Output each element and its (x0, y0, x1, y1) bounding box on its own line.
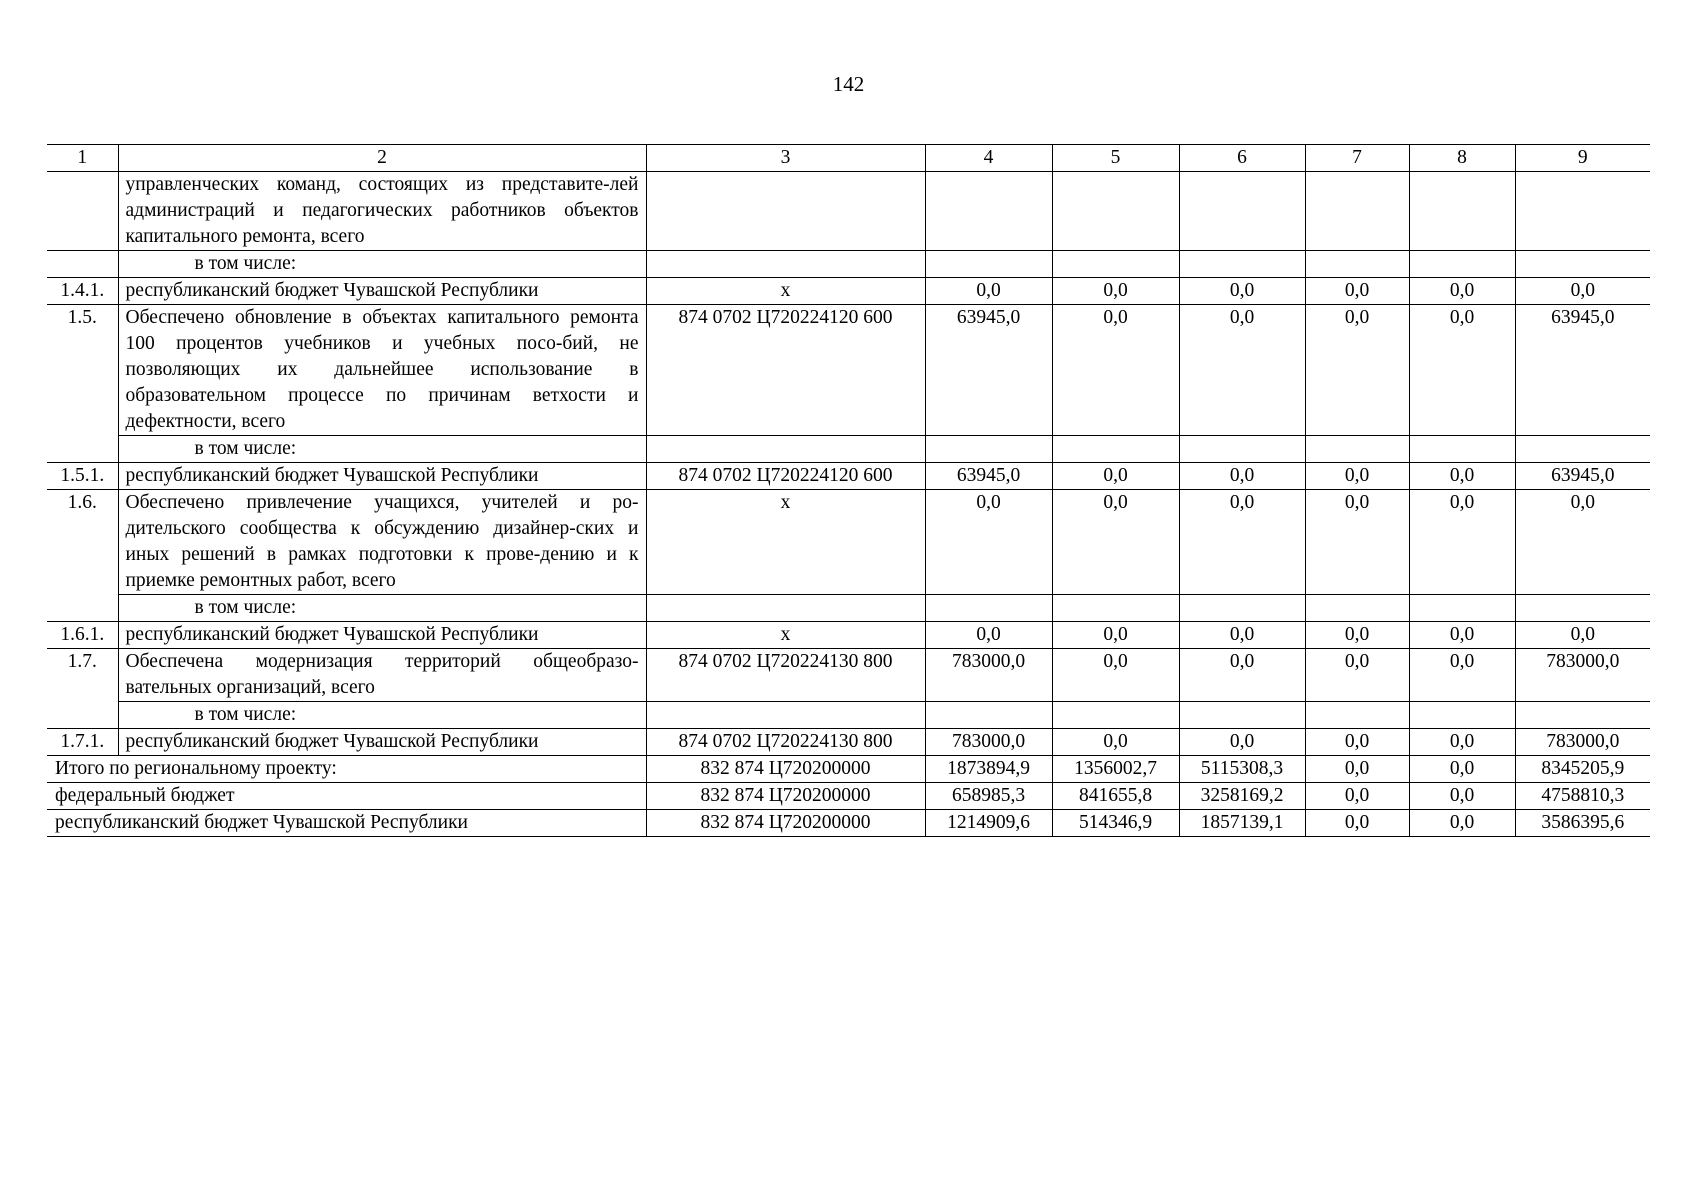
table-row (47, 729, 1650, 756)
total-value: 8345205,9 (1515, 756, 1650, 783)
row-value: 63945,0 (1515, 305, 1650, 436)
table-row (47, 278, 1650, 305)
row-value: 0,0 (1515, 622, 1650, 649)
row-value: 0,0 (1179, 729, 1305, 756)
row-number: 1.4.1. (47, 278, 118, 305)
header-cell: 1 (47, 145, 118, 172)
total-value: 3258169,2 (1179, 783, 1305, 810)
row-value (1052, 172, 1179, 251)
row-description: республиканский бюджет Чувашской Республики (118, 278, 646, 305)
row-value: 0,0 (1052, 463, 1179, 490)
header-cell: 7 (1305, 145, 1409, 172)
row-value: 0,0 (1305, 305, 1409, 436)
row-description: управленческих команд, состоящих из представите-лей администраций и педагогических работников объектов капитального ремонта, всего (118, 172, 646, 251)
row-number: 1.5.1. (47, 463, 118, 490)
row-value: 0,0 (1305, 622, 1409, 649)
total-value: 514346,9 (1052, 810, 1179, 837)
row-value: 0,0 (925, 622, 1052, 649)
header-cell: 6 (1179, 145, 1305, 172)
table-row (47, 490, 1650, 595)
total-value: 1214909,6 (925, 810, 1052, 837)
row-number: 1.7.1. (47, 729, 118, 756)
total-row (47, 810, 1650, 837)
total-row (47, 783, 1650, 810)
total-value: 3586395,6 (1515, 810, 1650, 837)
row-value: 783000,0 (925, 729, 1052, 756)
total-value: 1857139,1 (1179, 810, 1305, 837)
total-code: 832 874 Ц720200000 (646, 783, 925, 810)
row-value: 0,0 (1052, 305, 1179, 436)
table-row (47, 305, 1650, 436)
header-cell: 2 (118, 145, 646, 172)
total-value: 0,0 (1409, 756, 1515, 783)
table-row (47, 463, 1650, 490)
row-value: 0,0 (1305, 278, 1409, 305)
row-value: 0,0 (1179, 649, 1305, 702)
page-number: 142 (832, 72, 865, 96)
sub-label: в том числе: (118, 436, 646, 463)
row-value: 0,0 (1052, 729, 1179, 756)
header-cell: 8 (1409, 145, 1515, 172)
budget-table (47, 144, 1650, 837)
subtotal-label-row (47, 702, 1650, 729)
sub-label: в том числе: (118, 595, 646, 622)
row-value: 0,0 (1052, 490, 1179, 595)
row-description: Обеспечено привлечение учащихся, учителей и ро-дительского сообщества к обсуждению дизайнер-ских и иных решений в рамках подготовки к прове-дению и к приемке ремонтных работ, всего (118, 490, 646, 595)
total-value: 0,0 (1305, 783, 1409, 810)
row-value: 0,0 (1179, 305, 1305, 436)
row-value (1179, 172, 1305, 251)
total-label: Итого по региональному проекту: (47, 756, 646, 783)
row-value: 0,0 (1179, 490, 1305, 595)
row-value: 0,0 (1409, 649, 1515, 702)
row-value: 0,0 (925, 278, 1052, 305)
row-number: 1.5. (47, 305, 118, 436)
row-value: 0,0 (1052, 278, 1179, 305)
sub-label: в том числе: (118, 251, 646, 278)
total-value: 1873894,9 (925, 756, 1052, 783)
row-description: Обеспечено обновление в объектах капитального ремонта 100 процентов учебников и учебных посо-бий, не позволяющих их дальнейшее использование в образовательном процессе по причинам ветхости и дефектности, всего (118, 305, 646, 436)
row-value: 0,0 (1409, 729, 1515, 756)
row-value: 0,0 (1409, 490, 1515, 595)
row-number: 1.6. (47, 490, 118, 595)
total-label: республиканский бюджет Чувашской Республики (47, 810, 646, 837)
row-description: республиканский бюджет Чувашской Республики (118, 729, 646, 756)
table-row (47, 649, 1650, 702)
row-value (1515, 172, 1650, 251)
total-value: 5115308,3 (1179, 756, 1305, 783)
row-value: 63945,0 (1515, 463, 1650, 490)
row-value: 0,0 (1515, 490, 1650, 595)
row-code (646, 172, 925, 251)
row-number: 1.7. (47, 649, 118, 702)
row-value: 783000,0 (1515, 729, 1650, 756)
sub-label: в том числе: (118, 702, 646, 729)
row-value: 0,0 (1409, 463, 1515, 490)
header-cell: 5 (1052, 145, 1179, 172)
row-number (47, 172, 118, 251)
header-cell: 9 (1515, 145, 1650, 172)
row-value (1409, 172, 1515, 251)
total-row (47, 756, 1650, 783)
subtotal-label-row (47, 595, 1650, 622)
row-code: х (646, 490, 925, 595)
row-description: республиканский бюджет Чувашской Республики (118, 463, 646, 490)
row-value: 0,0 (1179, 278, 1305, 305)
header-row (47, 145, 1650, 172)
row-code: 874 0702 Ц720224130 800 (646, 729, 925, 756)
row-code: 874 0702 Ц720224120 600 (646, 463, 925, 490)
row-value: 0,0 (1305, 490, 1409, 595)
row-value (1305, 172, 1409, 251)
total-value: 0,0 (1409, 810, 1515, 837)
row-value: 0,0 (1515, 278, 1650, 305)
row-code: 874 0702 Ц720224130 800 (646, 649, 925, 702)
total-value: 4758810,3 (1515, 783, 1650, 810)
total-value: 841655,8 (1052, 783, 1179, 810)
total-value: 1356002,7 (1052, 756, 1179, 783)
total-value: 658985,3 (925, 783, 1052, 810)
row-value: 0,0 (1305, 649, 1409, 702)
header-cell: 3 (646, 145, 925, 172)
table-row (47, 622, 1650, 649)
row-code: х (646, 622, 925, 649)
row-value: 0,0 (1409, 305, 1515, 436)
total-label: федеральный бюджет (47, 783, 646, 810)
row-value: 783000,0 (1515, 649, 1650, 702)
row-value: 783000,0 (925, 649, 1052, 702)
row-value: 0,0 (1052, 649, 1179, 702)
row-value: 0,0 (1305, 729, 1409, 756)
row-value: 63945,0 (925, 463, 1052, 490)
total-value: 0,0 (1409, 783, 1515, 810)
row-code: х (646, 278, 925, 305)
row-description: Обеспечена модернизация территорий общеобразо-вательных организаций, всего (118, 649, 646, 702)
subtotal-label-row (47, 436, 1650, 463)
row-value: 0,0 (1179, 463, 1305, 490)
header-cell: 4 (925, 145, 1052, 172)
total-value: 0,0 (1305, 810, 1409, 837)
subtotal-label-row (47, 251, 1650, 278)
row-number: 1.6.1. (47, 622, 118, 649)
row-value: 0,0 (1409, 278, 1515, 305)
row-value: 0,0 (1409, 622, 1515, 649)
row-value: 0,0 (1052, 622, 1179, 649)
row-description: республиканский бюджет Чувашской Республики (118, 622, 646, 649)
table-row (47, 172, 1650, 251)
row-value: 0,0 (925, 490, 1052, 595)
total-code: 832 874 Ц720200000 (646, 810, 925, 837)
total-code: 832 874 Ц720200000 (646, 756, 925, 783)
row-code: 874 0702 Ц720224120 600 (646, 305, 925, 436)
row-value: 0,0 (1179, 622, 1305, 649)
row-value: 0,0 (1305, 463, 1409, 490)
total-value: 0,0 (1305, 756, 1409, 783)
row-value (925, 172, 1052, 251)
row-value: 63945,0 (925, 305, 1052, 436)
